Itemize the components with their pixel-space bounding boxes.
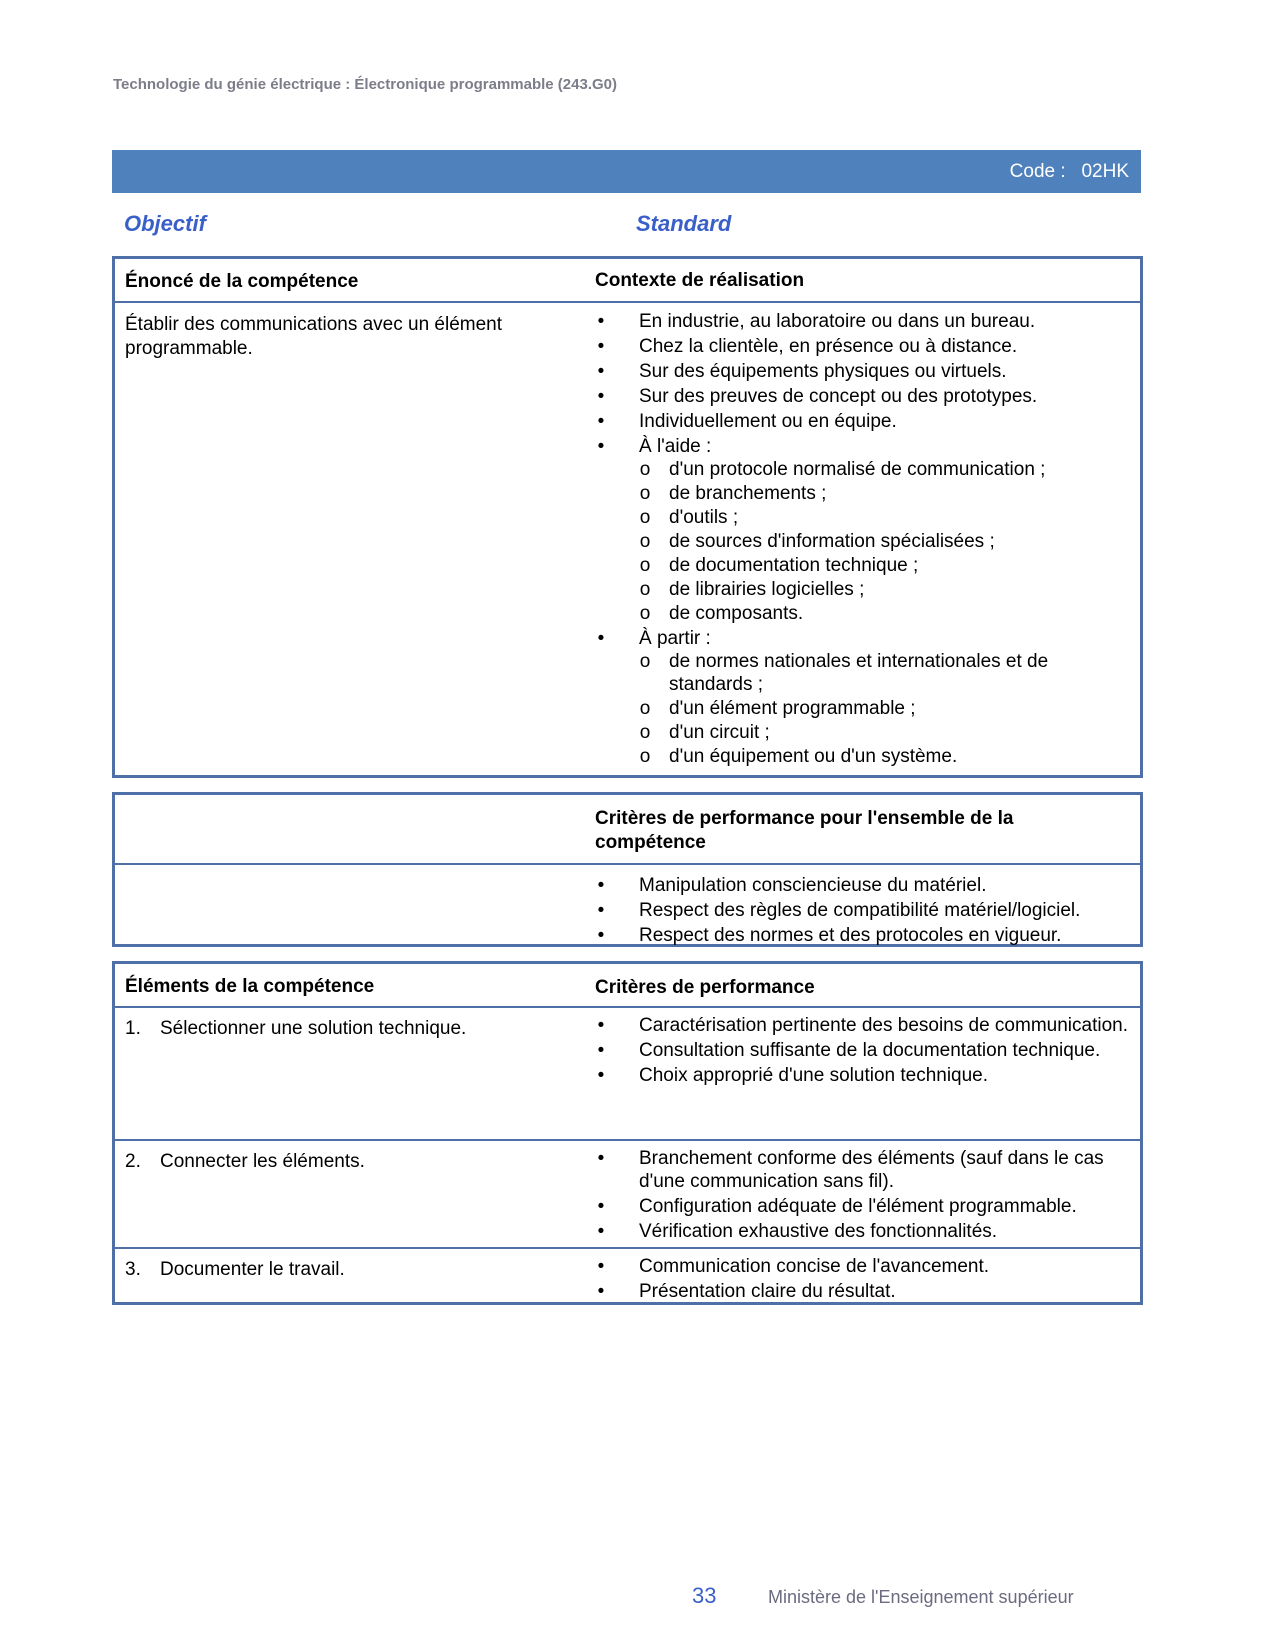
elements-header-row xyxy=(115,964,1140,1006)
element-text: Sélectionner une solution technique. xyxy=(160,1018,467,1039)
list-item xyxy=(595,1064,1135,1087)
sub-list-item xyxy=(639,578,1135,601)
sub-list-item xyxy=(639,482,1135,505)
sub-bullet-icon: o xyxy=(639,651,651,672)
element-label xyxy=(125,1150,565,1174)
sub-bullet-icon: o xyxy=(639,746,651,767)
list-item-text: Vérification exhaustive des fonctionnalités. xyxy=(639,1221,998,1242)
element-label xyxy=(125,1258,565,1282)
list-item xyxy=(595,1255,1135,1278)
sub-list-item-text: d'outils ; xyxy=(669,507,739,528)
list-item-text: En industrie, au laboratoire ou dans un bureau. xyxy=(639,311,1036,332)
contexte-list xyxy=(595,310,1135,770)
sub-list-item-text: de branchements ; xyxy=(669,483,827,504)
sub-list-item-text: d'un élément programmable ; xyxy=(669,698,916,719)
list-item xyxy=(595,1014,1135,1037)
table-row xyxy=(115,1139,1140,1247)
element-criteria-list xyxy=(595,1147,1135,1245)
bullet-icon: • xyxy=(597,361,605,382)
sub-list-item xyxy=(639,530,1135,553)
element-criteria-list xyxy=(595,1255,1135,1305)
sub-bullet-icon: o xyxy=(639,531,651,552)
competence-table xyxy=(112,256,1143,778)
bullet-icon: • xyxy=(597,1040,605,1061)
sub-list-item-text: de composants. xyxy=(669,603,804,624)
element-number: 1. xyxy=(125,1018,141,1039)
sub-list-item xyxy=(639,506,1135,529)
sub-list-item xyxy=(639,721,1135,744)
bullet-icon: • xyxy=(597,925,605,946)
elements-table xyxy=(112,961,1143,1305)
table-row xyxy=(115,1006,1140,1139)
list-item-text: Chez la clientèle, en présence ou à distance. xyxy=(639,336,1018,357)
sub-bullet-icon: o xyxy=(639,722,651,743)
sub-list xyxy=(639,650,1135,768)
sub-list-item-text: de sources d'information spécialisées ; xyxy=(669,531,995,552)
list-item-text: Configuration adéquate de l'élément programmable. xyxy=(639,1196,1077,1217)
bullet-icon: • xyxy=(597,411,605,432)
sub-list-item-text: d'un circuit ; xyxy=(669,722,770,743)
elements-header: Éléments de la compétence xyxy=(125,976,375,997)
list-item-text: Respect des normes et des protocoles en vigueur. xyxy=(639,925,1062,946)
list-item-text: Individuellement ou en équipe. xyxy=(639,411,897,432)
sub-bullet-icon: o xyxy=(639,603,651,624)
list-item-text: Manipulation consciencieuse du matériel. xyxy=(639,875,987,896)
list-item-text: À partir : xyxy=(639,628,711,649)
element-number: 2. xyxy=(125,1151,141,1172)
sub-bullet-icon: o xyxy=(639,459,651,480)
sub-list-item xyxy=(639,554,1135,577)
enonce-header: Énoncé de la compétence xyxy=(125,271,359,292)
element-rows xyxy=(115,1006,1140,1309)
sub-list-item-text: de documentation technique ; xyxy=(669,555,919,576)
list-item-text: Branchement conforme des éléments (sauf dans le cas d'une communication sans fil). xyxy=(639,1148,1104,1192)
list-item-text: Sur des équipements physiques ou virtuels. xyxy=(639,361,1007,382)
list-item-text: Communication concise de l'avancement. xyxy=(639,1256,990,1277)
sub-bullet-icon: o xyxy=(639,507,651,528)
bullet-icon: • xyxy=(597,628,605,649)
list-item xyxy=(595,1039,1135,1062)
bullet-icon: • xyxy=(597,1065,605,1086)
bullet-icon: • xyxy=(597,336,605,357)
ministry-name: Ministère de l'Enseignement supérieur xyxy=(768,1587,1074,1607)
sub-bullet-icon: o xyxy=(639,555,651,576)
element-label xyxy=(125,1017,565,1041)
sub-list-item xyxy=(639,697,1135,720)
list-item xyxy=(595,360,1135,383)
list-item xyxy=(595,1195,1135,1218)
program-title: Technologie du génie électrique : Électronique programmable (243.G0) xyxy=(113,76,617,93)
global-criteria-table xyxy=(112,792,1143,947)
competency-code: Code : 02HK xyxy=(1009,161,1129,182)
enonce-text: Établir des communications avec un élément programmable. xyxy=(125,314,503,359)
standard-label: Standard xyxy=(636,211,732,236)
list-item-text: Présentation claire du résultat. xyxy=(639,1281,896,1302)
list-item xyxy=(595,874,1135,897)
list-item xyxy=(595,410,1135,433)
global-criteria-header: Critères de performance pour l'ensemble de la compétence xyxy=(595,808,1014,853)
sub-list-item-text: de librairies logicielles ; xyxy=(669,579,865,600)
list-item xyxy=(595,385,1135,408)
contexte-header: Contexte de réalisation xyxy=(595,270,805,291)
criteres-header: Critères de performance xyxy=(595,977,815,998)
global-criteria-header-row xyxy=(115,795,1140,865)
bullet-icon: • xyxy=(597,386,605,407)
list-item-text: À l'aide : xyxy=(639,436,712,457)
sub-list-item-text: de normes nationales et internationales et de standards ; xyxy=(669,651,1049,695)
element-number: 3. xyxy=(125,1259,141,1280)
list-item xyxy=(595,435,1135,625)
list-item xyxy=(595,924,1135,947)
list-item xyxy=(595,335,1135,358)
list-item xyxy=(595,1280,1135,1303)
objectif-label: Objectif xyxy=(124,211,206,236)
list-item-text: Choix approprié d'une solution technique. xyxy=(639,1065,989,1086)
bullet-icon: • xyxy=(597,875,605,896)
list-item xyxy=(595,1147,1135,1193)
list-item xyxy=(595,899,1135,922)
list-item xyxy=(595,1220,1135,1243)
sub-list-item xyxy=(639,602,1135,625)
bullet-icon: • xyxy=(597,1221,605,1242)
sub-list-item-text: d'un équipement ou d'un système. xyxy=(669,746,958,767)
bullet-icon: • xyxy=(597,1148,605,1169)
sub-list-item xyxy=(639,458,1135,481)
footer xyxy=(692,1583,1092,1609)
table-row xyxy=(115,1247,1140,1309)
list-item-text: Caractérisation pertinente des besoins de communication. xyxy=(639,1015,1128,1036)
sub-bullet-icon: o xyxy=(639,698,651,719)
element-text: Connecter les éléments. xyxy=(160,1151,365,1172)
sub-list-item-text: d'un protocole normalisé de communication ; xyxy=(669,459,1046,480)
sub-list xyxy=(639,458,1135,625)
code-bar xyxy=(112,150,1141,193)
bullet-icon: • xyxy=(597,1281,605,1302)
list-item xyxy=(595,310,1135,333)
sub-list-item xyxy=(639,745,1135,768)
bullet-icon: • xyxy=(597,1256,605,1277)
page-number: 33 xyxy=(692,1583,717,1608)
list-item-text: Consultation suffisante de la documentation technique. xyxy=(639,1040,1101,1061)
list-item-text: Respect des règles de compatibilité matériel/logiciel. xyxy=(639,900,1081,921)
list-item-text: Sur des preuves de concept ou des prototypes. xyxy=(639,386,1038,407)
sub-list-item xyxy=(639,650,1135,696)
bullet-icon: • xyxy=(597,436,605,457)
bullet-icon: • xyxy=(597,311,605,332)
global-criteria-list xyxy=(595,874,1135,949)
sub-bullet-icon: o xyxy=(639,483,651,504)
bullet-icon: • xyxy=(597,1015,605,1036)
list-item xyxy=(595,627,1135,768)
sub-bullet-icon: o xyxy=(639,579,651,600)
bullet-icon: • xyxy=(597,900,605,921)
competence-header-row xyxy=(115,259,1140,303)
element-text: Documenter le travail. xyxy=(160,1259,345,1280)
bullet-icon: • xyxy=(597,1196,605,1217)
element-criteria-list xyxy=(595,1014,1135,1089)
